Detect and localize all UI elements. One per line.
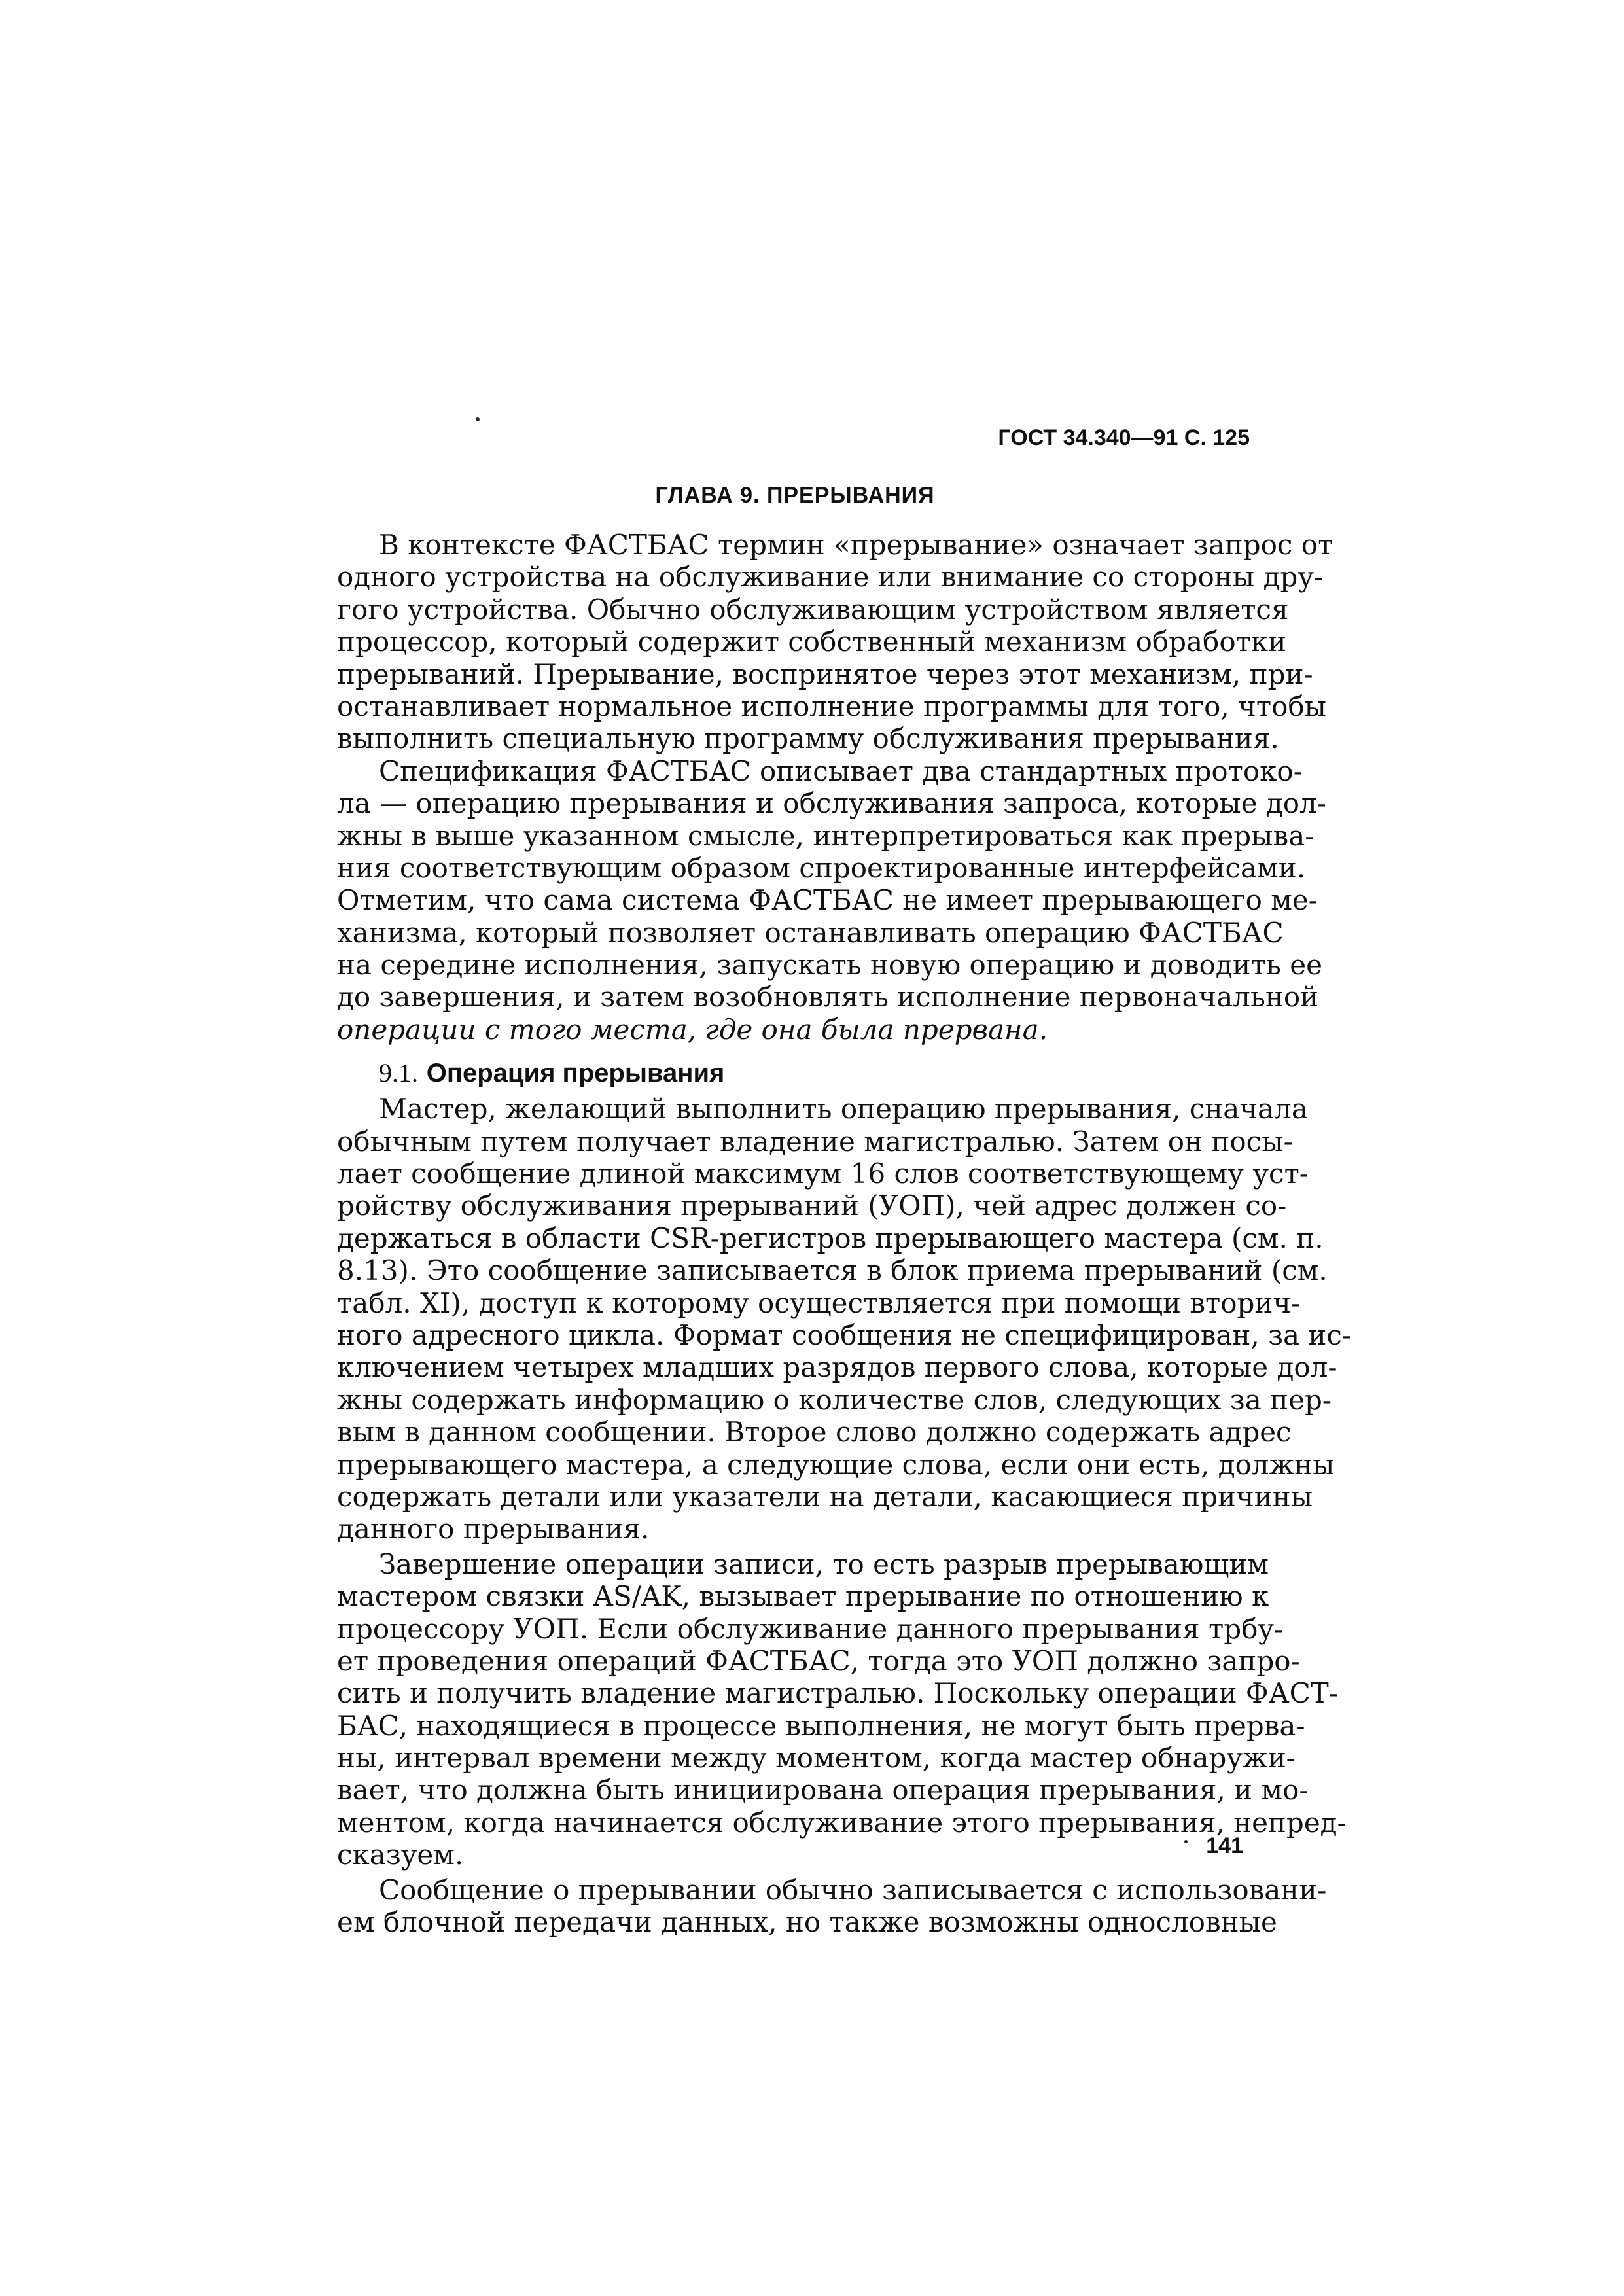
text-line: ключением четырех младших разрядов первого слова, которые дол- (337, 1351, 1337, 1384)
text-line: ет проведения операций ФАСТБАС, тогда это УОП должно запро- (337, 1644, 1300, 1677)
text-line: вает, что должна быть инициирована операция прерывания, и мо- (337, 1774, 1309, 1807)
text-line: Мастер, желающий выполнить операцию прерывания, сначала (379, 1093, 1308, 1125)
text-line: держаться в области CSR-регистров прерывающего мастера (см. п. (337, 1222, 1324, 1254)
text-line: Отметим, что сама система ФАСТБАС не имеет прерывающего ме- (337, 884, 1318, 917)
text-line: лает сообщение длиной максимум 16 слов соответствующему уст- (337, 1157, 1309, 1190)
text-line: жны содержать информацию о количестве слов, следующих за пер- (337, 1383, 1332, 1416)
text-line: жны в выше указанном смысле, интерпретироваться как прерыва- (337, 819, 1315, 852)
text-line: одного устройства на обслуживание или внимание со стороны дру- (337, 561, 1324, 593)
text-line: данного прерывания. (337, 1513, 650, 1545)
text-line: ния соответствующим образом спроектированные интерфейсами. (337, 851, 1306, 884)
text-line: табл. XI), доступ к которому осуществляется при помощи вторич- (337, 1286, 1301, 1319)
page-number: 141 (1206, 1833, 1243, 1858)
text-line: вым в данном сообщении. Второе слово должно содержать адрес (337, 1416, 1292, 1449)
text-line: сказуем. (337, 1839, 464, 1871)
text-line: сить и получить владение магистралью. Поскольку операции ФАСТ- (337, 1677, 1338, 1710)
paragraph-master (337, 1093, 1352, 1545)
text-line: прерывающего мастера, а следующие слова, если они есть, должны (337, 1448, 1335, 1481)
chapter-title: ГЛАВА 9. ПРЕРЫВАНИЯ (655, 483, 935, 508)
text-line: ханизма, который позволяет останавливать операцию ФАСТБАС (337, 916, 1284, 949)
text-line: ройству обслуживания прерываний (УОП), чей адрес должен со- (337, 1190, 1287, 1222)
text-line: содержать детали или указатели на детали, касающиеся причины (337, 1480, 1313, 1513)
text-line: останавливает нормальное исполнение программы для того, чтобы (337, 690, 1327, 722)
paragraph-write-completion (337, 1547, 1347, 1871)
text-line: ла — операцию прерывания и обслуживания запроса, которые дол- (337, 787, 1326, 820)
text-line: гого устройства. Обычно обслуживающим устройством является (337, 593, 1289, 626)
text-line: до завершения, и затем возобновлять исполнение первоначальной (337, 981, 1319, 1014)
print-speck (476, 417, 480, 421)
text-line: ны, интервал времени между моментом, когда мастер обнаружи- (337, 1742, 1296, 1775)
text-line: ментом, когда начинается обслуживание этого прерывания, непред- (337, 1806, 1347, 1839)
text-line: ного адресного цикла. Формат сообщения не специфицирован, за ис- (337, 1318, 1352, 1351)
text-line: БАС, находящиеся в процессе выполнения, не могут быть прерва- (337, 1709, 1305, 1742)
text-line: процессору УОП. Если обслуживание данного прерывания трбу- (337, 1612, 1284, 1645)
text-line: операции с того места, где она была прервана. (337, 1013, 1048, 1046)
text-line: В контексте ФАСТБАС термин «прерывание» означает запрос от (379, 529, 1333, 561)
text-line: на середине исполнения, запускать новую операцию и доводить ее (337, 949, 1322, 981)
text-line: 8.13). Это сообщение записывается в блок приема прерываний (см. (337, 1254, 1328, 1287)
paragraph-message (337, 1873, 1327, 1939)
text-line: Сообщение о прерывании обычно записывается с использовани- (379, 1873, 1327, 1906)
text-line: Спецификация ФАСТБАС описывает два стандартных протоко- (379, 754, 1303, 787)
text-line: Завершение операции записи, то есть разрыв прерывающим (379, 1547, 1269, 1580)
text-line: процессор, который содержит собственный механизм обработки (337, 626, 1287, 658)
text-line: ем блочной передачи данных, но также возможны однословные (337, 1906, 1277, 1939)
section-heading (337, 1056, 1250, 1090)
text-line: выполнить специальную программу обслуживания прерывания. (337, 722, 1279, 755)
section-number: 9.1. (379, 1058, 418, 1088)
text-line: обычным путем получает владение магистралью. Затем он посы- (337, 1125, 1293, 1157)
paragraph-intro (337, 529, 1333, 755)
running-header: ГОСТ 34.340—91 С. 125 (998, 425, 1250, 450)
body-text (337, 529, 1352, 1939)
text-line: мастером связки AS/AK, вызывает прерывание по отношению к (337, 1580, 1269, 1613)
text-line: прерываний. Прерывание, воспринятое через этот механизм, при- (337, 658, 1313, 690)
section-title: Операция прерывания (426, 1059, 725, 1088)
paragraph-specification (337, 754, 1326, 1046)
